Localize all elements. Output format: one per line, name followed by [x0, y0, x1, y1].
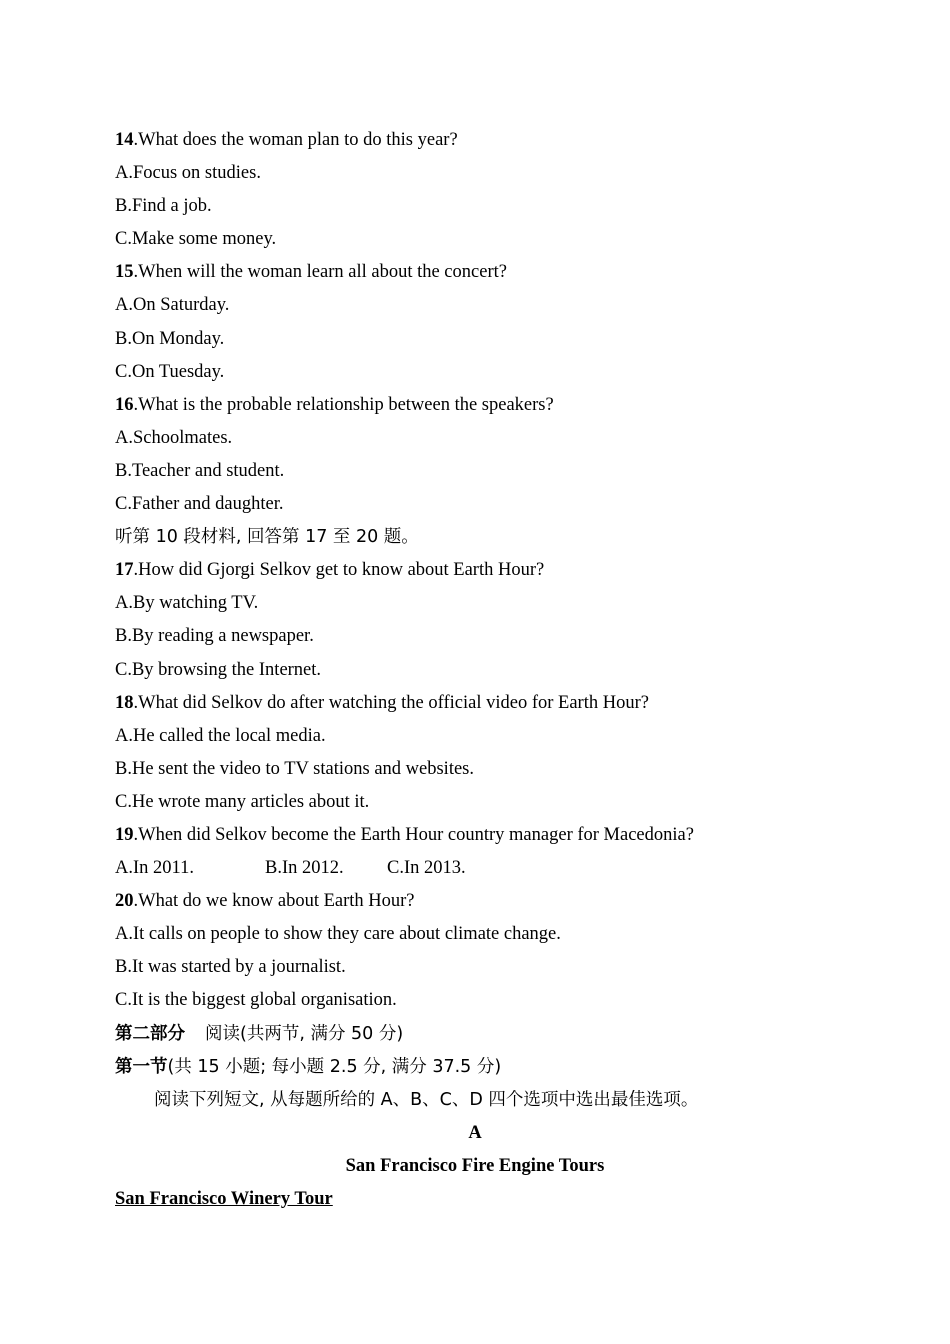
inline-options — [115, 852, 835, 885]
option-c: C.By browsing the Internet. — [115, 659, 322, 680]
question-15 — [115, 256, 835, 289]
passage-letter: A — [468, 1122, 482, 1143]
option-b: B.It was started by a journalist. — [115, 957, 346, 978]
option-a: A.On Saturday. — [115, 295, 230, 316]
reading-instruction: 阅读下列短文, 从每题所给的 A、B、C、D 四个选项中选出最佳选项。 — [154, 1089, 699, 1110]
option-a: A.By watching TV. — [115, 593, 259, 614]
question-text: .What did Selkov do after watching the official video for Earth Hour? — [133, 692, 649, 713]
option-a: A.In 2011. — [115, 858, 194, 879]
question-text: .What does the woman plan to do this year? — [133, 130, 458, 150]
question-number: 14 — [115, 130, 134, 150]
option-c: C.In 2013. — [387, 858, 466, 879]
option-b: B.By reading a newspaper. — [115, 626, 314, 647]
question-18 — [115, 687, 835, 720]
question-14 — [115, 124, 835, 157]
part-title: 第二部分 — [115, 1023, 185, 1044]
section-title-rest: (共 15 小题; 每小题 2.5 分, 满分 37.5 分) — [167, 1056, 502, 1077]
question-17 — [115, 554, 835, 587]
option-b: B.On Monday. — [115, 328, 225, 349]
option-a: A.Focus on studies. — [115, 163, 261, 184]
option-c: C.It is the biggest global organisation. — [115, 990, 397, 1011]
option-c: C.Make some money. — [115, 229, 277, 250]
question-20 — [115, 885, 835, 918]
part-heading — [115, 1018, 835, 1051]
question-number: 18 — [115, 692, 134, 713]
section-title: 第一节 — [115, 1056, 168, 1077]
option-a: A.Schoolmates. — [115, 427, 233, 448]
option-b: B.Find a job. — [115, 196, 212, 217]
question-16 — [115, 389, 835, 422]
question-19 — [115, 819, 835, 852]
passage-subheading: San Francisco Winery Tour — [115, 1189, 333, 1209]
question-number: 20 — [115, 891, 134, 912]
option-c: C.He wrote many articles about it. — [115, 791, 370, 812]
section-instruction: 听第 10 段材料, 回答第 17 至 20 题。 — [115, 527, 419, 548]
question-number: 17 — [115, 560, 134, 581]
option-a: A.He called the local media. — [115, 725, 326, 746]
question-text: .When will the woman learn all about the concert? — [133, 262, 507, 283]
option-b: B.He sent the video to TV stations and websites. — [115, 758, 474, 779]
option-c: C.Father and daughter. — [115, 494, 284, 515]
passage-title: San Francisco Fire Engine Tours — [345, 1155, 605, 1176]
option-b: B.In 2012. — [265, 858, 344, 879]
question-number: 16 — [115, 394, 134, 415]
question-text: .What do we know about Earth Hour? — [133, 891, 415, 912]
option-c: C.On Tuesday. — [115, 361, 225, 382]
option-a: A.It calls on people to show they care about climate change. — [115, 924, 561, 945]
part-title-rest: 阅读(共两节, 满分 50 分) — [205, 1023, 404, 1044]
question-text: .How did Gjorgi Selkov get to know about Earth Hour? — [133, 560, 545, 581]
question-text: .What is the probable relationship between the speakers? — [133, 394, 554, 415]
section-heading — [115, 1051, 835, 1084]
question-number: 15 — [115, 262, 134, 283]
question-text: .When did Selkov become the Earth Hour country manager for Macedonia? — [133, 824, 694, 845]
question-number: 19 — [115, 824, 134, 845]
option-b: B.Teacher and student. — [115, 460, 285, 481]
document-content — [115, 124, 835, 1216]
